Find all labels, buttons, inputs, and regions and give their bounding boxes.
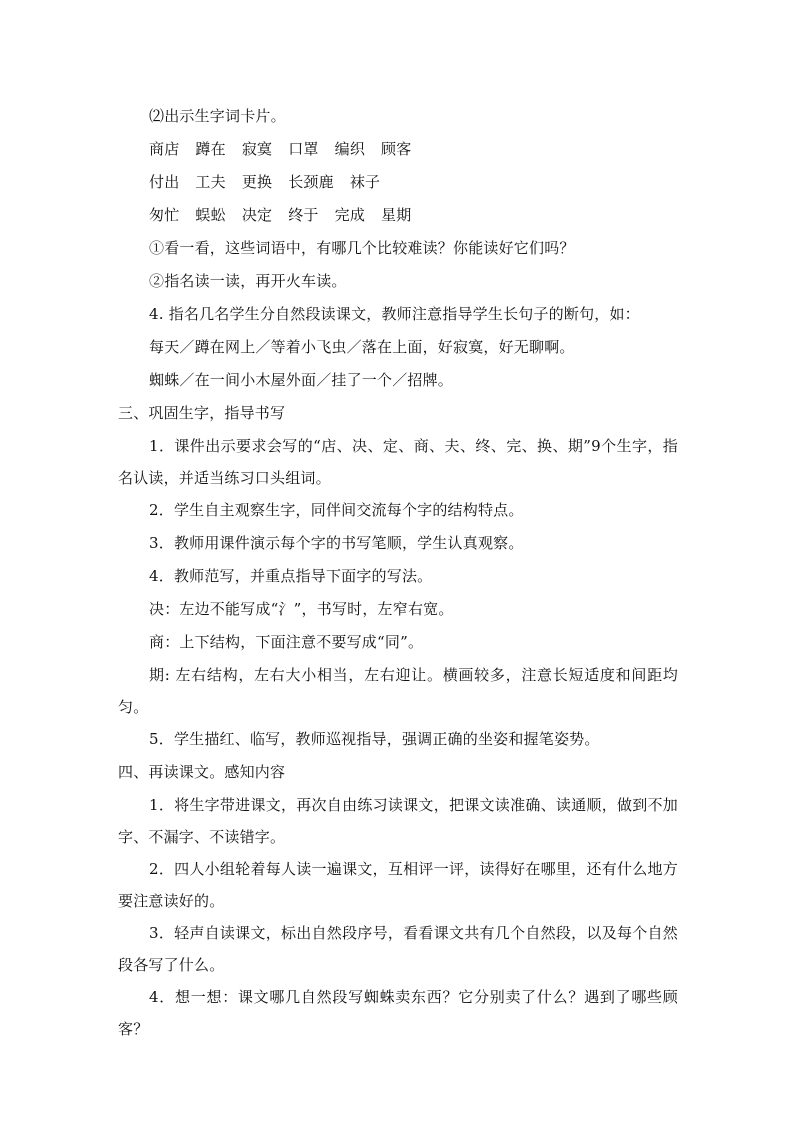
section-3-paragraph-6: 商：上下结构，下面注意不要写成“同”。	[149, 633, 424, 651]
section-4-paragraph-1: 1．将生字带进课文，再次自由练习读课文，把课文读准确、读通顺，做到不加字、不漏字、不读错字。	[118, 796, 678, 846]
word-card: 编织	[334, 140, 366, 158]
word-card: 口罩	[288, 140, 319, 158]
section-3-paragraph-5: 决：左边不能写成“氵”，书写时，左窄右宽。	[149, 600, 454, 618]
section-3-paragraph-4: 4．教师范写，并重点指导下面字的写法。	[149, 567, 433, 585]
example-sentence-2: 蜘蛛／在一间小木屋外面／挂了一个／招牌。	[149, 371, 454, 389]
word-card: 工夫	[195, 173, 226, 191]
word-card-row-2	[118, 166, 678, 199]
word-card: 星期	[381, 206, 412, 224]
word-card: 匆忙	[149, 206, 180, 224]
step-4: 4. 指名几名学生分自然段读课文，教师注意指导学生长句子的断句，如：	[149, 305, 640, 323]
word-card-row-3	[118, 199, 678, 232]
section-3-paragraph-8: 5．学生描红、临写，教师巡视指导，强调正确的坐姿和握笔姿势。	[149, 730, 600, 748]
word-card: 顾客	[381, 140, 412, 158]
word-card: 蜈蚣	[195, 206, 226, 224]
word-card: 决定	[241, 206, 273, 224]
document-body	[118, 100, 678, 1045]
word-card: 付出	[149, 173, 180, 191]
word-card: 商店	[149, 140, 180, 158]
section-4-paragraph-2: 2．四人小组轮着每人读一遍课文，互相评一评，读得好在哪里，还有什么地方要注意读好的。	[118, 860, 678, 910]
word-card: 更换	[241, 173, 273, 191]
section-4-heading: 四、再读课文。感知内容	[118, 763, 286, 781]
section-3-paragraph-7: 期: 左右结构，左右大小相当，左右迎让。横画较多，注意长短适度和间距均匀。	[118, 666, 678, 716]
word-card-row-1	[118, 133, 678, 166]
section-3-paragraph-2: 2．学生自主观察生字，同伴间交流每个字的结构特点。	[149, 501, 524, 519]
word-card: 完成	[334, 206, 366, 224]
word-card: 寂寞	[241, 140, 273, 158]
step2-title: ⑵出示生字词卡片。	[149, 107, 286, 125]
section-3-paragraph-3: 3．教师用课件演示每个字的书写笔顺，学生认真观察。	[149, 534, 524, 552]
section-3-heading: 三、巩固生字，指导书写	[118, 404, 286, 422]
example-sentence-1: 每天／蹲在网上／等着小飞虫／落在上面，好寂寞，好无聊啊。	[149, 338, 575, 356]
question-1: ①看一看，这些词语中，有哪几个比较难读？你能读好它们吗？	[149, 239, 575, 257]
word-card: 长颈鹿	[288, 173, 334, 191]
section-4-paragraph-4: 4．想一想：课文哪几自然段写蜘蛛卖东西？它分别卖了什么？遇到了哪些顾客？	[118, 988, 678, 1038]
question-2: ②指名读一读，再开火车读。	[149, 272, 347, 290]
section-4-paragraph-3: 3．轻声自读课文，标出自然段序号，看看课文共有几个自然段，以及每个自然段各写了什么。	[118, 924, 678, 974]
word-card: 袜子	[349, 173, 381, 191]
word-card: 蹲在	[195, 140, 226, 158]
section-3-paragraph-1: 1．课件出示要求会写的“店、决、定、商、夫、终、完、换、期”9个生字，指名认读，并适当练习口头组词。	[118, 437, 678, 487]
word-card: 终于	[288, 206, 319, 224]
